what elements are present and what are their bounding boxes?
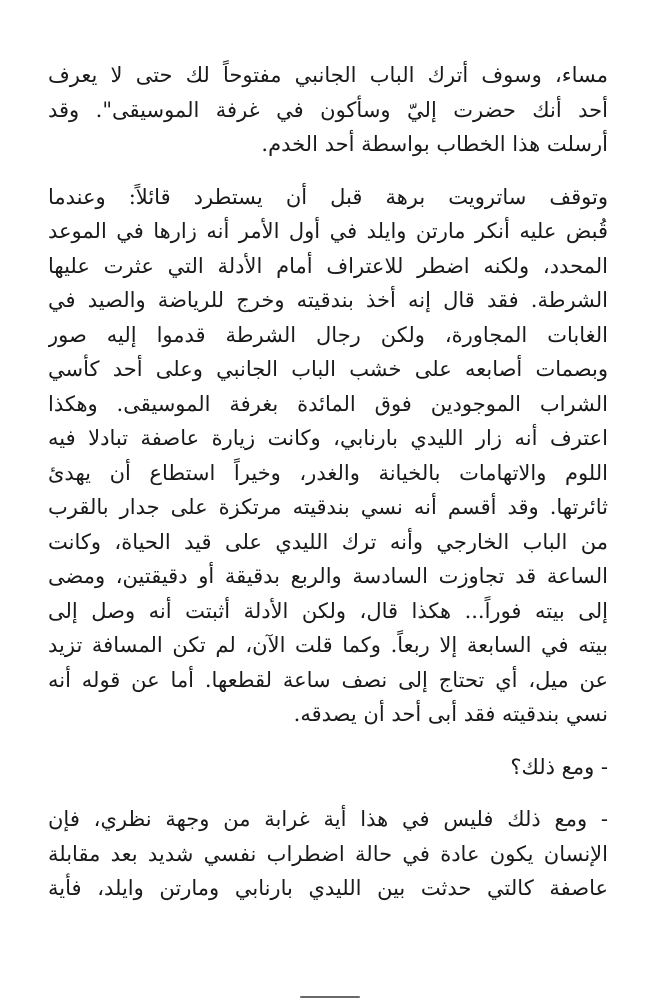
text-line: عاصفة كالتي حدثت بين الليدي بارنابي ومارتن وايلد، فأية	[48, 876, 608, 900]
text-line: الشراب الموجودين فوق المائدة بغرفة الموسيقى. وهكذا	[48, 391, 608, 416]
paragraph-2	[48, 180, 608, 732]
text-line: بيته في السابعة إلا ربعاً. وكما قلت الآن، لم تكن المسافة تزيد	[48, 633, 608, 657]
text-line: وتوقف ساترويت برهة قبل أن يستطرد قائلاً: وعندما	[48, 184, 608, 209]
text-line: - ومع ذلك؟	[510, 754, 608, 779]
text-line: مساء، وسوف أترك الباب الجانبي مفتوحاً لك حتى لا يعرف	[48, 63, 608, 87]
text-line: أحد أنك حضرت إليّ وسأكون في غرفة الموسيقى". وقد	[48, 97, 608, 122]
paragraph-spacer	[48, 784, 608, 802]
partial-glyph-stroke	[300, 996, 360, 998]
text-line: قُبض عليه أنكر مارتن وايلد في أول الأمر أنه زارها في الموعد	[48, 219, 608, 243]
cut-off-next-line	[300, 990, 360, 1000]
text-line: من الباب الخارجي وأنه ترك الليدي على قيد الحياة، وكانت	[48, 529, 608, 554]
text-line: اعترف أنه زار الليدي بارنابي، وكانت زيارة عاصفة تبادلا فيه	[48, 426, 608, 450]
paragraph-1	[48, 58, 608, 162]
text-line: وبصمات أصابعه على خشب الباب الجانبي وعلى أحد كأسي	[48, 357, 608, 381]
text-line: الغابات المجاورة، ولكن رجال الشرطة قدموا إليه صور	[48, 322, 608, 347]
text-line: أرسلت هذا الخطاب بواسطة أحد الخدم.	[261, 132, 608, 156]
text-line: الساعة قد تجاوزت السادسة والربع بدقيقة أو دقيقتين، ومضى	[48, 564, 608, 588]
text-line: المحدد، ولكنه اضطر للاعتراف أمام الأدلة التي عثرت عليها	[48, 253, 608, 278]
paragraph-spacer	[48, 162, 608, 180]
text-line: إلى بيته فوراً... هكذا قال، ولكن الأدلة أثبتت أنه وصل إلى	[48, 598, 608, 623]
paragraph-spacer	[48, 732, 608, 750]
text-line: الإنسان يكون عادة في حالة اضطراب نفسي شديد بعد مقابلة	[48, 841, 608, 866]
paragraph-3-dialogue	[48, 750, 608, 785]
text-line: الشرطة. فقد قال إنه أخذ بندقيته وخرج للرياضة والصيد في	[48, 288, 608, 312]
text-line: ثائرتها. وقد أقسم أنه نسي بندقيته مرتكزة على جدار بالقرب	[48, 495, 608, 519]
paragraph-4-dialogue	[48, 802, 608, 906]
text-line: اللوم والاتهامات بالخيانة والغدر، وخيراً استطاع أن يهدئ	[48, 460, 608, 485]
text-line: - ومع ذلك فليس في هذا أية غرابة من وجهة نظري، فإن	[48, 807, 608, 831]
page-body-text	[48, 58, 608, 906]
text-line: نسي بندقيته فقد أبى أحد أن يصدقه.	[293, 702, 608, 726]
text-line: عن ميل، أي تحتاج إلى نصف ساعة لقطعها. أما عن قوله أنه	[48, 667, 608, 692]
